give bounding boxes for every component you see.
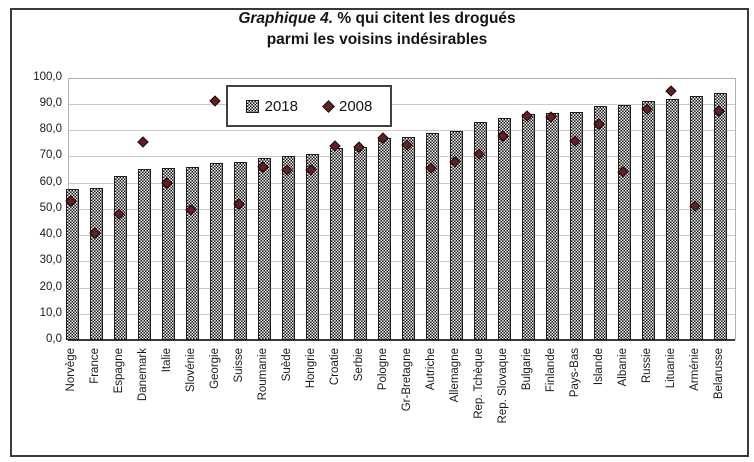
bar-2018-9 — [282, 156, 295, 340]
x-axis-label-15: Autriche — [425, 348, 437, 391]
legend-item-2018 — [246, 98, 298, 115]
y-tick-label: 10,0 — [39, 306, 62, 319]
y-tick-label: 50,0 — [39, 201, 62, 214]
bar-2018-18 — [498, 118, 511, 340]
bar-2018-7 — [234, 162, 247, 341]
bar-2018-25 — [666, 99, 679, 341]
bar-2018-0 — [66, 189, 79, 340]
x-axis-label-14: Gr-Bretagne — [401, 348, 413, 412]
x-axis-label-2: Espagne — [113, 348, 125, 394]
y-tick-label: 80,0 — [39, 123, 62, 135]
bar-2018-8 — [258, 158, 271, 340]
gridline-100 — [68, 78, 735, 79]
bar-2018-27 — [714, 93, 727, 340]
legend-item-2008 — [324, 98, 372, 115]
y-tick-label: 40,0 — [39, 228, 62, 240]
x-axis-label-22: Islande — [593, 348, 605, 386]
y-tick-label: 20,0 — [39, 280, 62, 293]
bar-2018-26 — [690, 96, 703, 340]
x-axis-label-25: Lituanie — [665, 348, 677, 389]
gridline-90 — [68, 104, 735, 105]
x-axis-label-21: Pays-Bas — [569, 348, 581, 398]
y-tick-label: 60,0 — [39, 175, 62, 188]
bar-2018-2 — [114, 176, 127, 340]
legend-pattern-swatch-icon — [246, 100, 259, 113]
y-tick-label: 90,0 — [39, 96, 62, 109]
bar-2018-1 — [90, 188, 103, 340]
plot-border-right — [735, 78, 736, 341]
chart-title-line1 — [0, 8, 754, 29]
bar-2018-5 — [186, 167, 199, 340]
bar-2018-12 — [354, 147, 367, 340]
gridline-80 — [68, 130, 735, 131]
x-axis-label-27: Belarusse — [713, 348, 725, 400]
x-axis-label-16: Allemagne — [449, 348, 461, 403]
x-axis-label-0: Norvège — [65, 348, 77, 392]
x-axis-label-12: Serbie — [353, 348, 365, 382]
bar-2018-11 — [330, 148, 343, 340]
bar-2018-14 — [402, 137, 415, 340]
y-tick-label: 70,0 — [39, 149, 62, 162]
bar-2018-13 — [378, 138, 391, 340]
x-axis-label-26: Arménie — [689, 348, 701, 391]
x-axis-label-3: Danemark — [137, 348, 149, 402]
x-axis-label-1: France — [89, 348, 101, 384]
bar-2018-20 — [546, 113, 559, 340]
chart-title — [0, 8, 754, 50]
x-axis-label-4: Italie — [161, 348, 173, 373]
x-axis-label-18: Rep. Slovaque — [497, 348, 509, 424]
y-tick-label: 100,0 — [33, 70, 62, 83]
bar-2018-6 — [210, 163, 223, 340]
x-axis-label-11: Croatie — [329, 348, 341, 386]
x-axis-label-5: Slovénie — [185, 348, 197, 393]
x-axis-label-13: Pologne — [377, 348, 389, 391]
x-axis-label-8: Roumanie — [257, 348, 269, 401]
bar-2018-21 — [570, 112, 583, 340]
x-axis-label-10: Hongrie — [305, 348, 317, 389]
x-axis-label-23: Albanie — [617, 348, 629, 387]
legend — [226, 85, 392, 127]
chart-title-line2: parmi les voisins indésirables — [266, 31, 488, 48]
bar-2018-10 — [306, 154, 319, 340]
chart-title-line1-rest: % qui citent les drogués — [333, 10, 516, 27]
x-axis-label-24: Russie — [641, 348, 653, 384]
x-axis-label-17: Rep. Tchèque — [473, 348, 485, 419]
x-axis-label-20: Finlande — [545, 348, 557, 393]
bar-2018-3 — [138, 169, 151, 340]
x-axis-label-19: Bulgarie — [521, 348, 533, 391]
y-tick-label: 0,0 — [46, 333, 62, 345]
x-axis-label-6: Georgie — [209, 348, 221, 389]
chart-title-prefix: Graphique 4. — [238, 10, 334, 27]
x-axis-label-7: Suisse — [233, 348, 245, 383]
bar-2018-22 — [594, 106, 607, 340]
bar-2018-19 — [522, 114, 535, 340]
bar-2018-23 — [618, 105, 631, 340]
legend-diamond-swatch-icon — [322, 100, 335, 113]
legend-label-2008: 2008 — [339, 97, 373, 115]
x-axis-label-9: Suède — [281, 348, 293, 382]
bar-2018-4 — [162, 168, 175, 340]
y-tick-label: 30,0 — [39, 254, 62, 267]
legend-label-2018: 2018 — [264, 97, 298, 115]
bar-2018-24 — [642, 101, 655, 340]
